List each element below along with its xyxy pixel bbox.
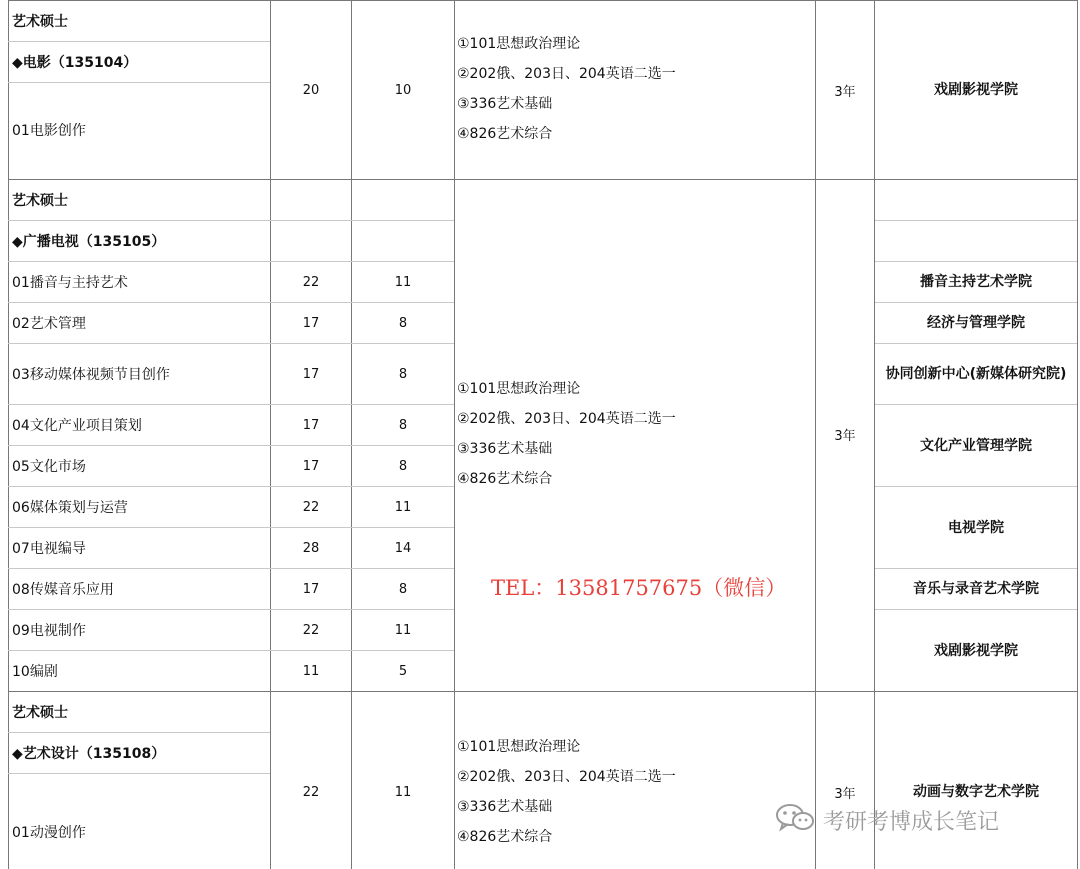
exam-subjects — [457, 29, 676, 149]
exam-subject: ①101思想政治理论 — [457, 36, 581, 52]
exam-subjects — [457, 732, 676, 852]
research-direction: 02艺术管理 — [12, 316, 86, 332]
plan-count: 17 — [302, 366, 320, 382]
college-name: 戏剧影视学院 — [934, 82, 1018, 98]
recommend-count: 8 — [398, 417, 408, 433]
wechat-icon — [775, 802, 815, 838]
college-name: 协同创新中心(新媒体研究院) — [885, 365, 1067, 382]
exam-subject: ③336艺术基础 — [457, 799, 553, 815]
recommend-count: 11 — [394, 274, 412, 290]
recommend-count: 10 — [394, 82, 412, 98]
degree-type: 艺术硕士 — [12, 193, 68, 209]
research-direction: 01动漫创作 — [12, 825, 86, 841]
plan-count: 17 — [302, 458, 320, 474]
recommend-count: 8 — [398, 315, 408, 331]
plan-count: 17 — [302, 315, 320, 331]
plan-count: 17 — [302, 581, 320, 597]
college-name: 播音主持艺术学院 — [920, 274, 1032, 290]
research-direction: 06媒体策划与运营 — [12, 500, 128, 516]
college-name: 音乐与录音艺术学院 — [913, 581, 1039, 597]
exam-subject: ②202俄、203日、204英语二选一 — [457, 769, 676, 785]
exam-subject: ④826艺术综合 — [457, 126, 553, 142]
research-direction: 07电视编导 — [12, 541, 86, 557]
research-direction: 10编剧 — [12, 664, 58, 680]
recommend-count: 8 — [398, 366, 408, 382]
exam-subject: ③336艺术基础 — [457, 441, 553, 457]
grid-line — [8, 773, 270, 774]
major-name: ◆艺术设计（135108） — [12, 746, 166, 762]
major-name: ◆广播电视（135105） — [12, 234, 166, 250]
college-name: 文化产业管理学院 — [920, 437, 1032, 454]
major-name: ◆电影（135104） — [12, 55, 138, 71]
grid-line — [8, 82, 270, 83]
plan-count: 22 — [302, 784, 320, 800]
degree-type: 艺术硕士 — [12, 705, 68, 721]
recommend-count: 14 — [394, 540, 412, 556]
grid-line — [875, 220, 1077, 221]
plan-count: 17 — [302, 417, 320, 433]
research-direction: 04文化产业项目策划 — [12, 418, 142, 434]
plan-count: 22 — [302, 499, 320, 515]
recommend-count: 11 — [394, 499, 412, 515]
exam-subjects — [457, 374, 676, 494]
research-direction: 01播音与主持艺术 — [12, 275, 128, 291]
plan-count: 20 — [302, 82, 320, 98]
college-name: 经济与管理学院 — [927, 315, 1025, 331]
research-direction: 08传媒音乐应用 — [12, 582, 114, 598]
recommend-count: 5 — [398, 663, 408, 679]
watermark-text: 考研考博成长笔记 — [823, 809, 1000, 835]
plan-count: 28 — [302, 540, 320, 556]
research-direction: 03移动媒体视频节目创作 — [12, 367, 170, 383]
exam-subject: ④826艺术综合 — [457, 471, 553, 487]
recommend-count: 11 — [394, 622, 412, 638]
watermark — [775, 802, 999, 838]
study-years: 3年 — [834, 786, 856, 802]
exam-subject: ③336艺术基础 — [457, 96, 553, 112]
college-name: 电视学院 — [948, 519, 1004, 536]
exam-subject: ①101思想政治理论 — [457, 381, 581, 397]
exam-subject: ④826艺术综合 — [457, 829, 553, 845]
recommend-count: 8 — [398, 458, 408, 474]
plan-count: 11 — [302, 663, 320, 679]
research-direction: 09电视制作 — [12, 623, 86, 639]
grid-line — [1077, 0, 1078, 869]
research-direction: 05文化市场 — [12, 459, 86, 475]
degree-type: 艺术硕士 — [12, 14, 68, 30]
research-direction: 01电影创作 — [12, 123, 86, 139]
study-years: 3年 — [834, 428, 856, 444]
exam-subject: ①101思想政治理论 — [457, 739, 581, 755]
grid-line — [8, 0, 9, 869]
plan-count: 22 — [302, 274, 320, 290]
plan-count: 22 — [302, 622, 320, 638]
grid-line — [454, 0, 455, 869]
exam-subject: ②202俄、203日、204英语二选一 — [457, 66, 676, 82]
study-years: 3年 — [834, 84, 856, 100]
recommend-count: 11 — [394, 784, 412, 800]
exam-subject: ②202俄、203日、204英语二选一 — [457, 411, 676, 427]
contact-tel: TEL：13581757675（微信） — [491, 576, 787, 600]
college-name: 动画与数字艺术学院 — [913, 784, 1039, 800]
college-name: 戏剧影视学院 — [934, 642, 1018, 659]
recommend-count: 8 — [398, 581, 408, 597]
